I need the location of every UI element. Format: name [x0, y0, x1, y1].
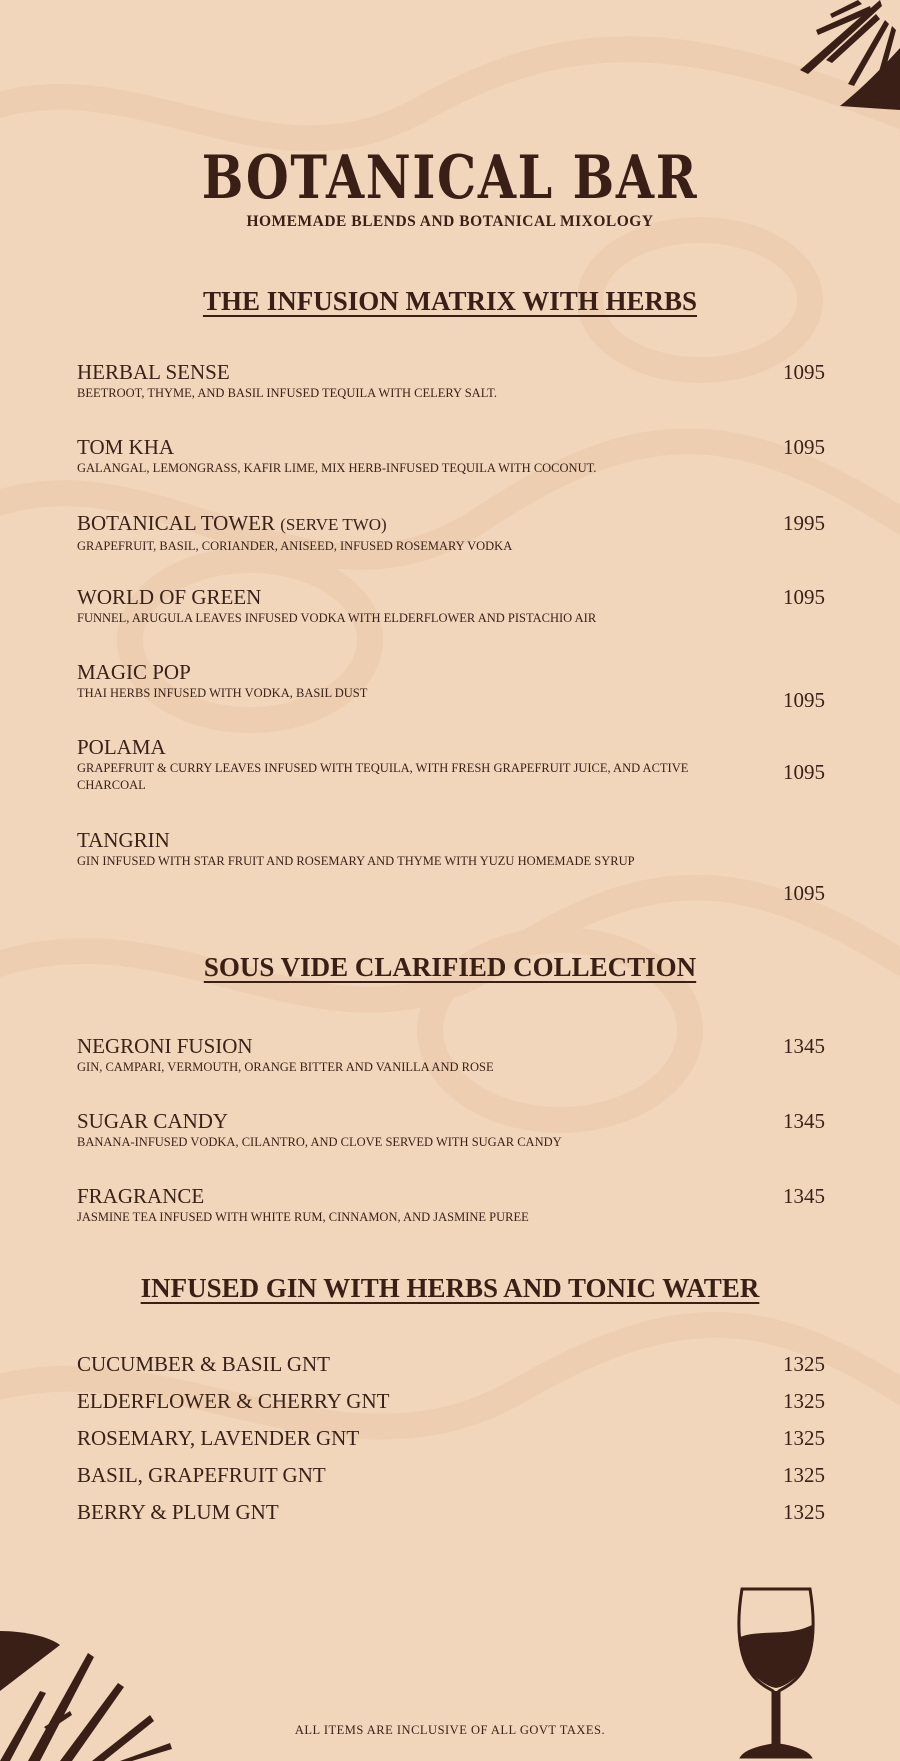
item-price: 1095: [783, 688, 825, 712]
menu-item-polama: POLAMA GRAPEFRUIT & CURRY LEAVES INFUSED WITH TEQUILA, WITH FRESH GRAPEFRUIT JUICE, AND ACTIVE CHARCOAL: [77, 735, 689, 792]
section-title-infusion-matrix: THE INFUSION MATRIX WITH HERBS: [202, 286, 698, 316]
menu-item-sugar-candy: SUGAR CANDY BANANA-INFUSED VODKA, CILANTRO, AND CLOVE SERVED WITH SUGAR CANDY: [77, 1109, 562, 1149]
item-price: 1325: [783, 1352, 825, 1376]
menu-item-negroni-fusion: NEGRONI FUSION GIN, CAMPARI, VERMOUTH, ORANGE BITTER AND VANILLA AND ROSE: [77, 1034, 494, 1074]
serves-note: (SERVE TWO): [280, 515, 387, 534]
item-price: 1345: [783, 1034, 825, 1058]
menu-item-tom-kha: TOM KHA GALANGAL, LEMONGRASS, KAFIR LIME, MIX HERB-INFUSED TEQUILA WITH COCONUT.: [77, 435, 597, 475]
palm-leaf-icon: [730, 0, 900, 110]
page-title: BOTANICAL BAR: [201, 143, 699, 213]
item-price: 1345: [783, 1109, 825, 1133]
menu-item-elderflower-cherry-gnt: ELDERFLOWER & CHERRY GNT: [77, 1389, 390, 1413]
menu-item-berry-plum-gnt: BERRY & PLUM GNT: [77, 1500, 279, 1524]
item-price: 1095: [783, 360, 825, 384]
item-price: 1325: [783, 1389, 825, 1413]
menu-item-botanical-tower: BOTANICAL TOWER (SERVE TWO) GRAPEFRUIT, BASIL, CORIANDER, ANISEED, INFUSED ROSEMARY VODKA: [77, 511, 513, 553]
section-title-infused-gin: INFUSED GIN WITH HERBS AND TONIC WATER: [140, 1273, 760, 1303]
menu-item-world-of-green: WORLD OF GREEN FUNNEL, ARUGULA LEAVES INFUSED VODKA WITH ELDERFLOWER AND PISTACHIO AIR: [77, 585, 597, 625]
menu-item-cucumber-basil-gnt: CUCUMBER & BASIL GNT: [77, 1352, 330, 1376]
menu-item-basil-grapefruit-gnt: BASIL, GRAPEFRUIT GNT: [77, 1463, 326, 1487]
menu-item-herbal-sense: HERBAL SENSE BEETROOT, THYME, AND BASIL INFUSED TEQUILA WITH CELERY SALT.: [77, 360, 498, 400]
menu-item-rosemary-lavender-gnt: ROSEMARY, LAVENDER GNT: [77, 1426, 360, 1450]
tax-note: ALL ITEMS ARE INCLUSIVE OF ALL GOVT TAXES.: [294, 1723, 606, 1737]
item-price: 1095: [783, 435, 825, 459]
item-price: 1095: [783, 760, 825, 784]
menu-item-magic-pop: MAGIC POP THAI HERBS INFUSED WITH VODKA, BASIL DUST: [77, 660, 368, 700]
item-price: 1095: [783, 881, 825, 905]
item-price: 1345: [783, 1184, 825, 1208]
menu-item-fragrance: FRAGRANCE JASMINE TEA INFUSED WITH WHITE RUM, CINNAMON, AND JASMINE PUREE: [77, 1184, 529, 1224]
item-price: 1095: [783, 585, 825, 609]
menu-item-tangrin: TANGRIN GIN INFUSED WITH STAR FRUIT AND ROSEMARY AND THYME WITH YUZU HOMEMADE SYRUP: [77, 828, 635, 868]
menu-header: [0, 143, 900, 231]
palm-leaf-icon: [0, 1631, 175, 1761]
item-price: 1325: [783, 1426, 825, 1450]
section-title-sous-vide: SOUS VIDE CLARIFIED COLLECTION: [203, 952, 697, 982]
item-price: 1995: [783, 511, 825, 535]
item-price: 1325: [783, 1500, 825, 1524]
page-subtitle: HOMEMADE BLENDS AND BOTANICAL MIXOLOGY: [246, 213, 654, 230]
item-price: 1325: [783, 1463, 825, 1487]
